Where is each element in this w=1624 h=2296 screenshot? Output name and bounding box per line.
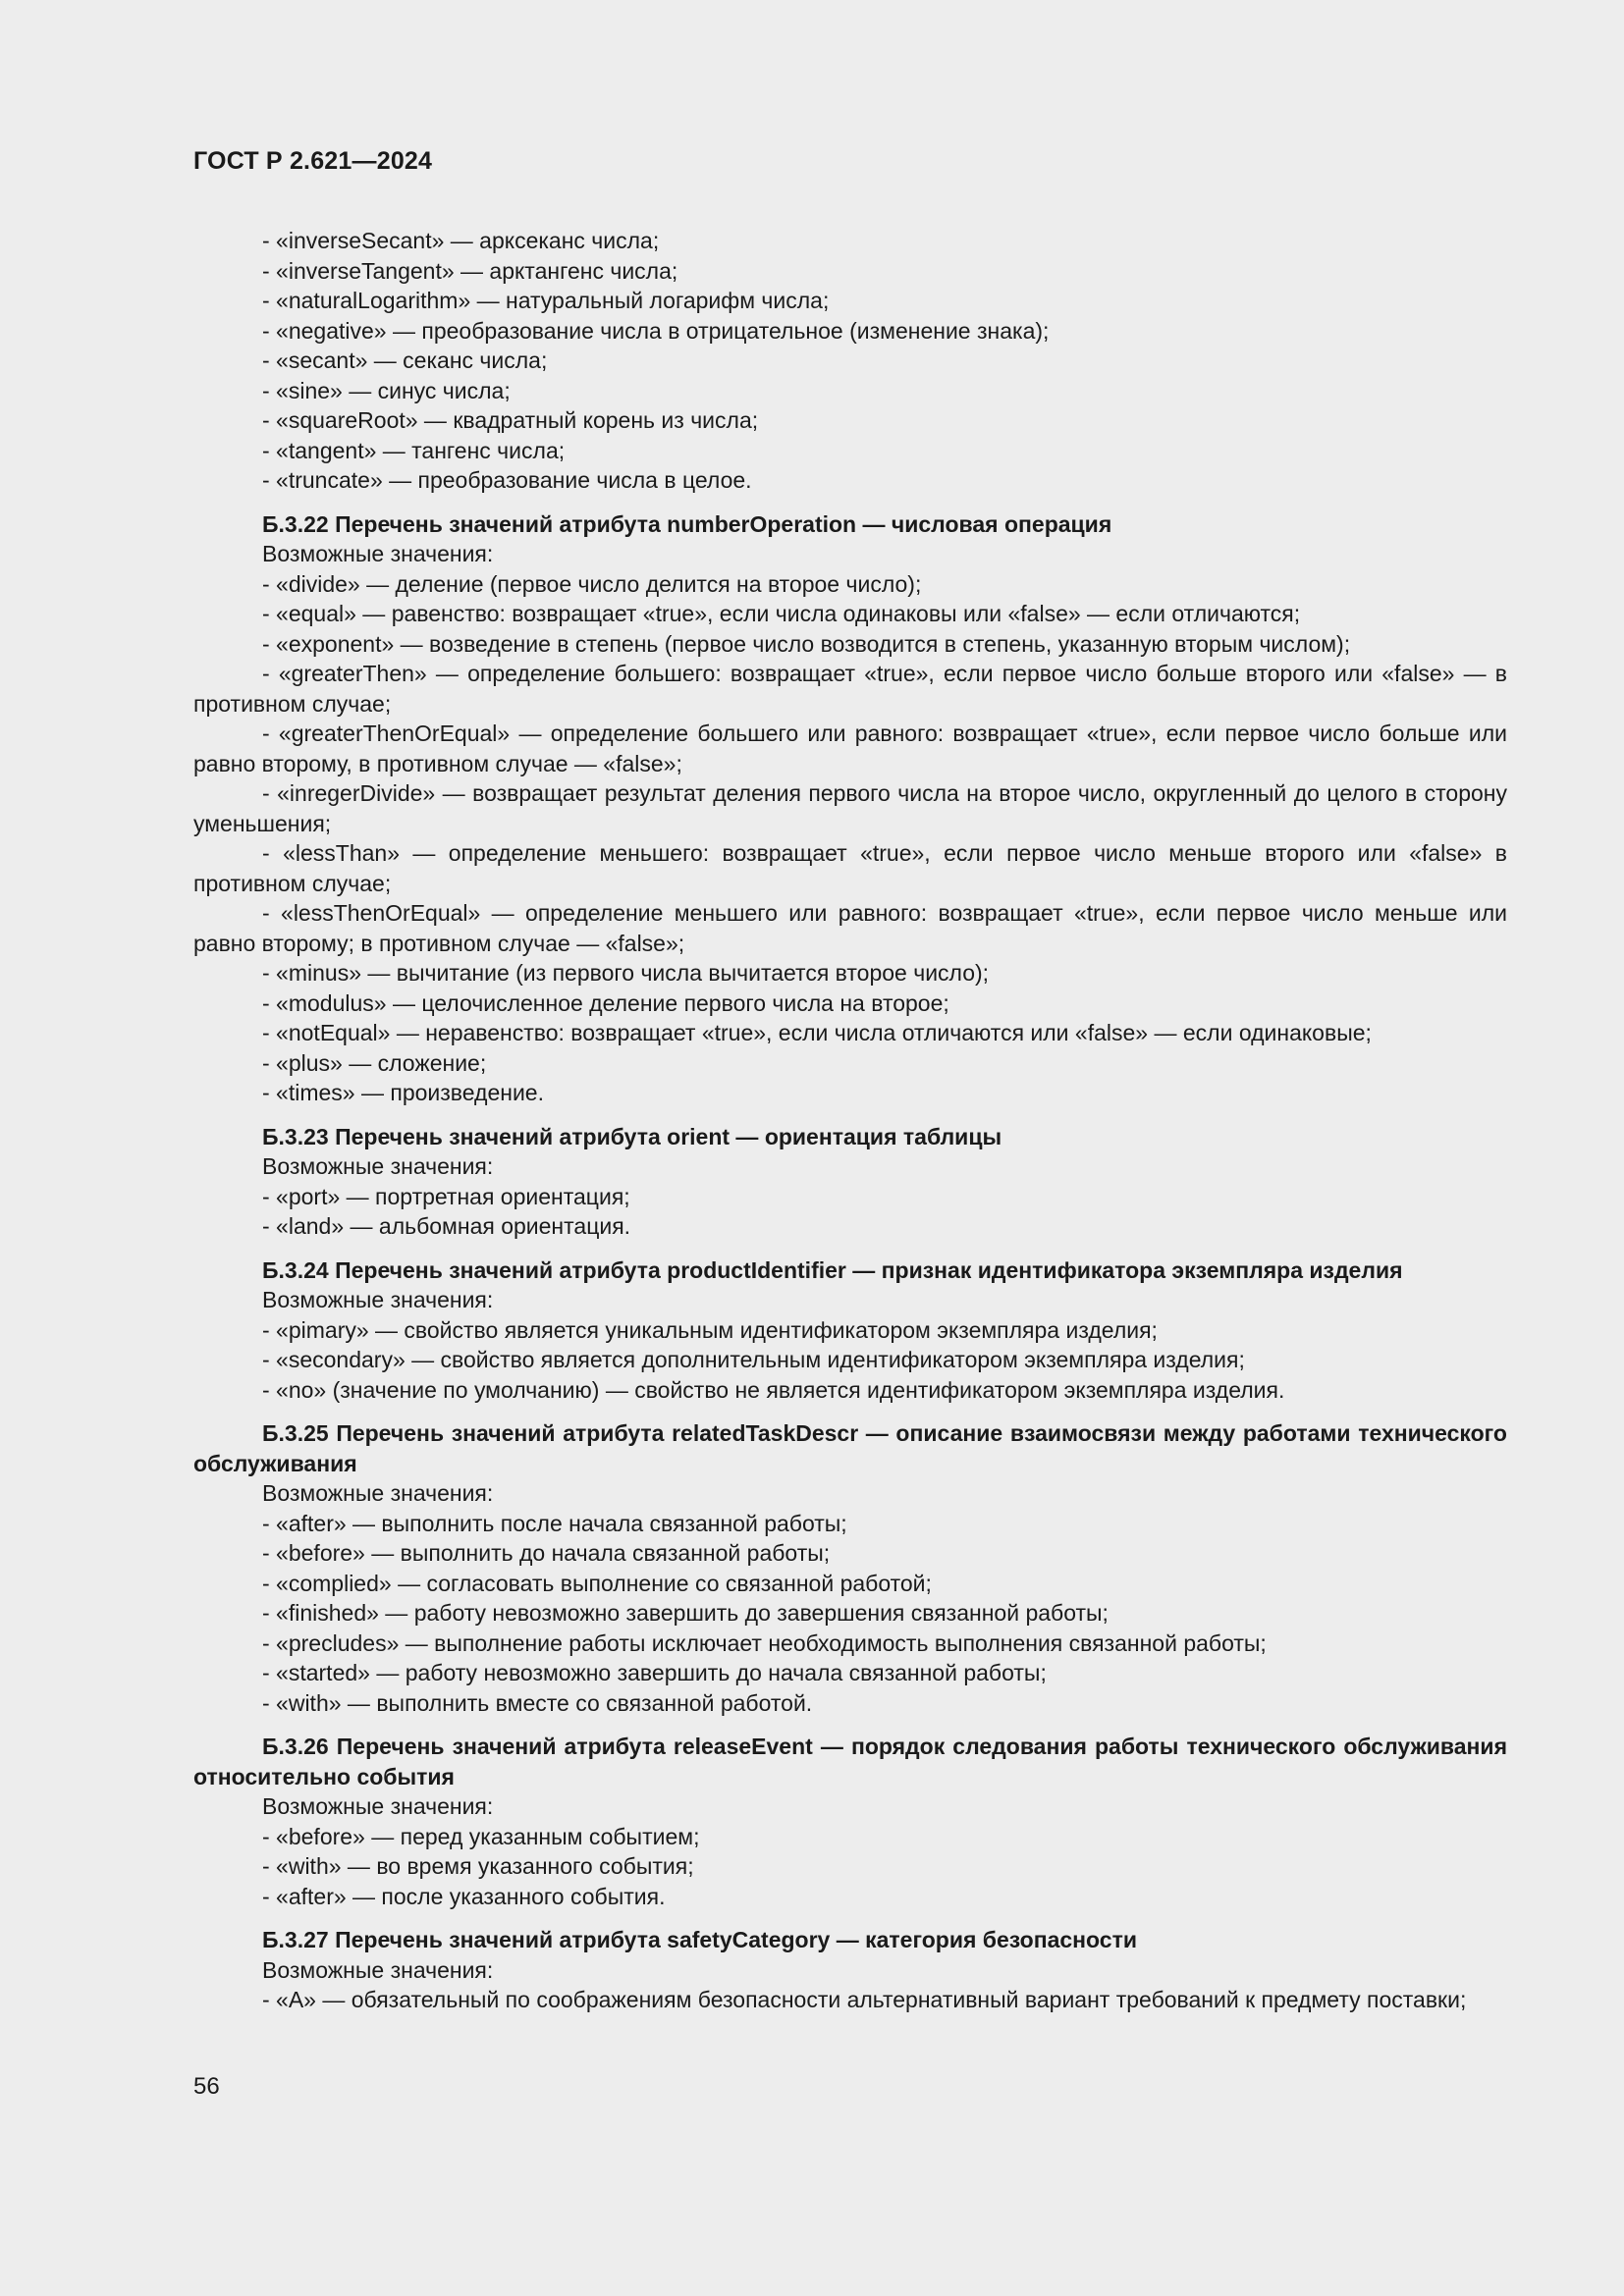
list-item: - «sine» — синус числа; bbox=[262, 377, 511, 403]
list-item: - «land» — альбомная ориентация. bbox=[262, 1213, 631, 1239]
section-b-3-25 bbox=[193, 1418, 1507, 1718]
list-item: - «divide» — деление (первое число делится на второе число); bbox=[262, 570, 922, 597]
section-intro: Возможные значения: bbox=[262, 1956, 494, 1983]
section-heading: Б.3.24 Перечень значений атрибута productIdentifier — признак идентификатора экземпляра изделия bbox=[262, 1256, 1403, 1283]
section-intro: Возможные значения: bbox=[262, 541, 494, 566]
list-item: - «plus» — сложение; bbox=[262, 1049, 487, 1076]
list-item: - «after» — после указанного события. bbox=[262, 1883, 666, 1909]
list-item: - «lessThenOrEqual» — определение меньшего или равного: возвращает «true», если первое число меньше или равно второму; в противном случае — «false»; bbox=[193, 900, 1507, 956]
list-item: - «modulus» — целочисленное деление первого числа на второе; bbox=[262, 989, 949, 1016]
list-item: - «truncate» — преобразование числа в целое. bbox=[262, 467, 752, 493]
list-item: - «with» — во время указанного события; bbox=[262, 1853, 694, 1879]
list-item: - «started» — работу невозможно завершить до начала связанной работы; bbox=[262, 1660, 1047, 1685]
list-item: - «no» (значение по умолчанию) — свойство не является идентификатором экземпляра изделия. bbox=[262, 1376, 1285, 1403]
section-b-3-23 bbox=[193, 1122, 1507, 1242]
section-heading: Б.3.25 Перечень значений атрибута relatedTaskDescr — описание взаимосвязи между работами технического обслуживания bbox=[193, 1420, 1507, 1476]
section-heading: Б.3.22 Перечень значений атрибута numberOperation — числовая операция bbox=[262, 510, 1112, 537]
list-item: - «times» — произведение. bbox=[262, 1080, 544, 1105]
section-b-3-24 bbox=[193, 1255, 1507, 1406]
section-heading: Б.3.26 Перечень значений атрибута releaseEvent — порядок следования работы технического обслуживания относительно события bbox=[193, 1734, 1507, 1789]
list-item: - «naturalLogarithm» — натуральный логарифм числа; bbox=[262, 288, 830, 313]
list-item: - «equal» — равенство: возвращает «true», если числа одинаковы или «false» — если отличаются; bbox=[262, 601, 1301, 626]
list-item: - «complied» — согласовать выполнение со связанной работой; bbox=[262, 1570, 932, 1596]
list-item: - «minus» — вычитание (из первого числа вычитается второе число); bbox=[262, 960, 990, 986]
list-item: - «before» — выполнить до начала связанной работы; bbox=[262, 1540, 831, 1566]
list-item: - «A» — обязательный по соображениям безопасности альтернативный вариант требований к предмету поставки; bbox=[262, 1987, 1467, 2012]
document-body bbox=[193, 226, 1507, 2015]
list-item: - «greaterThenOrEqual» — определение большего или равного: возвращает «true», если первое число больше или равно второму, в противном случае — «false»; bbox=[193, 721, 1507, 776]
list-item: - «lessThan» — определение меньшего: возвращает «true», если первое число меньше второго или «false» в противном случае; bbox=[193, 840, 1507, 896]
list-item: - «inverseTangent» — арктангенс числа; bbox=[262, 257, 678, 284]
list-item: - «pimary» — свойство является уникальным идентификатором экземпляра изделия; bbox=[262, 1316, 1158, 1343]
section-heading: Б.3.27 Перечень значений атрибута safetyCategory — категория безопасности bbox=[262, 1927, 1138, 1952]
list-item: - «secant» — секанс числа; bbox=[262, 347, 548, 373]
section-b-3-22 bbox=[193, 509, 1507, 1108]
list-item: - «after» — выполнить после начала связанной работы; bbox=[262, 1510, 847, 1536]
section-intro: Возможные значения: bbox=[262, 1287, 494, 1312]
section-intro: Возможные значения: bbox=[262, 1793, 494, 1819]
list-item: - «secondary» — свойство является дополнительным идентификатором экземпляра изделия; bbox=[262, 1347, 1245, 1372]
list-item: - «before» — перед указанным событием; bbox=[262, 1823, 700, 1849]
list-item: - «tangent» — тангенс числа; bbox=[262, 437, 566, 463]
list-item: - «negative» — преобразование числа в отрицательное (изменение знака); bbox=[262, 317, 1050, 344]
list-item: - «greaterThen» — определение большего: возвращает «true», если первое число больше второго или «false» — в противном случае; bbox=[193, 661, 1507, 717]
document-header: ГОСТ Р 2.621—2024 bbox=[193, 147, 433, 175]
page-number: 56 bbox=[193, 2073, 220, 2100]
list-item: - «exponent» — возведение в степень (первое число возводится в степень, указанную вторым числом); bbox=[262, 630, 1351, 657]
section-b-3-27 bbox=[193, 1925, 1507, 2015]
list-item: - «inregerDivide» — возвращает результат деления первого числа на второе число, округленный до целого в сторону уменьшения; bbox=[193, 780, 1507, 836]
section-intro: Возможные значения: bbox=[262, 1480, 494, 1506]
section-intro: Возможные значения: bbox=[262, 1153, 494, 1179]
list-item: - «inverseSecant» — арксеканс числа; bbox=[262, 228, 660, 253]
top-list bbox=[193, 226, 1507, 496]
list-item: - «precludes» — выполнение работы исключает необходимость выполнения связанной работы; bbox=[262, 1629, 1267, 1656]
list-item: - «squareRoot» — квадратный корень из числа; bbox=[262, 407, 759, 433]
section-b-3-26 bbox=[193, 1732, 1507, 1911]
list-item: - «finished» — работу невозможно завершить до завершения связанной работы; bbox=[262, 1600, 1109, 1626]
list-item: - «with» — выполнить вместе со связанной работой. bbox=[262, 1689, 813, 1716]
list-item: - «notEqual» — неравенство: возвращает «true», если числа отличаются или «false» — если одинаковые; bbox=[262, 1020, 1372, 1045]
section-heading: Б.3.23 Перечень значений атрибута orient — ориентация таблицы bbox=[262, 1123, 1002, 1149]
list-item: - «port» — портретная ориентация; bbox=[262, 1183, 630, 1209]
